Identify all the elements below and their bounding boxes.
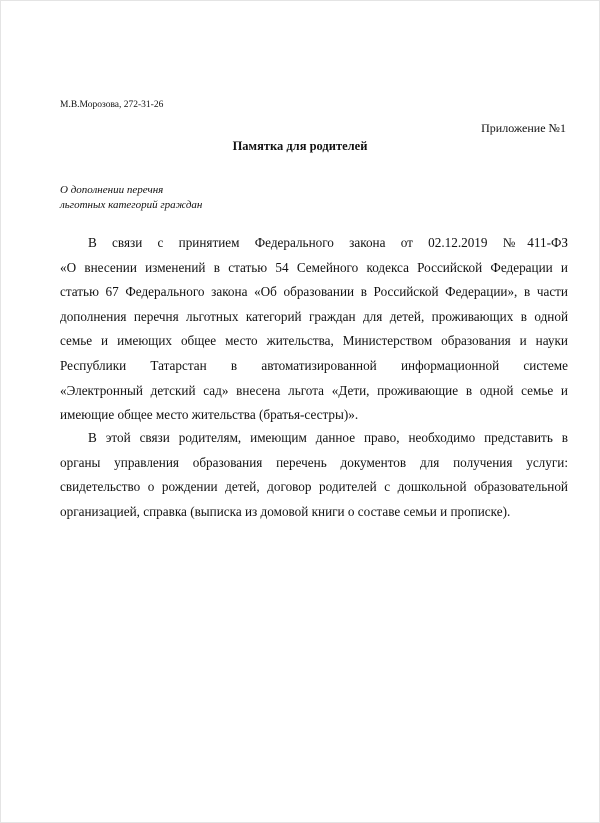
subject-block <box>60 183 202 213</box>
subject-line: льготных категорий граждан <box>60 199 203 211</box>
paragraph-line: Республики Татарстан в автоматизированной информационной системе <box>60 357 568 373</box>
document-title: Памятка для родителей <box>232 139 368 153</box>
appendix-label: Приложение №1 <box>481 121 566 135</box>
paragraph-line: имеющие общее место жительства (братья-сестры)». <box>60 407 359 423</box>
paragraph-line: В этой связи родителям, имеющим данное право, необходимо представить в <box>88 430 568 445</box>
paragraph-line: «О внесении изменений в статью 54 Семейного кодекса Российской Федерации и <box>60 259 568 275</box>
paragraph-line: В связи с принятием Федерального закона от 02.12.2019 №411-ФЗ <box>88 235 568 250</box>
paragraph-line: «Электронный детский сад» внесена льгота «Дети, проживающие в одной семье и <box>60 382 568 398</box>
paragraph-line: органы управления образования перечень документов для получения услуги: <box>60 454 568 470</box>
paragraph-line: свидетельство о рождении детей, договор родителей с дошкольной образовательной <box>60 479 568 495</box>
paragraph-2 <box>60 426 568 524</box>
author-contact: М.В.Морозова, 272-31-26 <box>60 100 164 110</box>
paragraph-1 <box>60 231 568 428</box>
paragraph-line: статью 67 Федерального закона «Об образовании в Российской Федерации», в части <box>60 284 568 300</box>
subject-line: О дополнении перечня <box>60 184 164 196</box>
paragraph-line: семье и имеющих общее место жительства, Министерством образования и науки <box>60 333 568 349</box>
paragraph-line: дополнения перечня льготных категорий граждан для детей, проживающих в одной <box>60 308 568 324</box>
paragraph-line: организацией, справка (выписка из домовой книги о составе семьи и прописке). <box>60 503 511 519</box>
